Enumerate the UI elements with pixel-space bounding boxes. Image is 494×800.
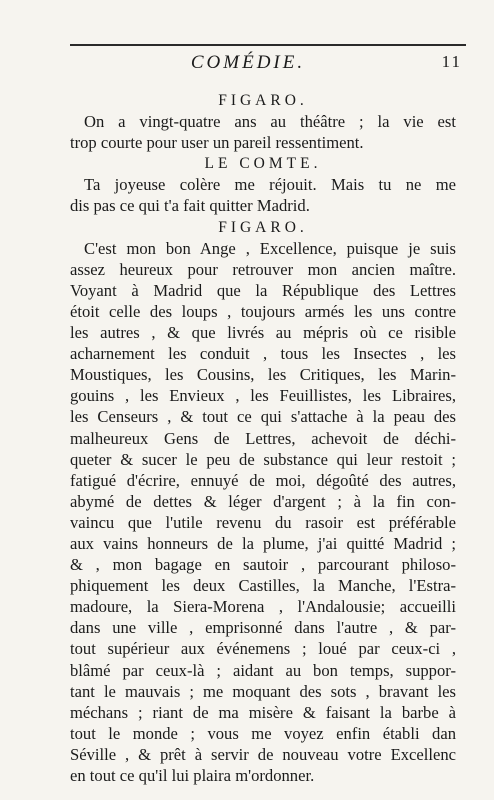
header-rule [70,44,466,46]
text-line: tout supérieur aux événemens ; loué par ceux-ci , [70,639,456,659]
text-line: dis pas ce qui t'a fait quitter Madrid. [70,196,310,216]
text-line: assez heureux pour retrouver mon ancien maître. [70,259,456,279]
page-number: 11 [441,52,462,71]
text-line: & , mon bagage en sautoir , parcourant philoso- [70,555,456,575]
text-line: Séville , & prêt à servir de nouveau votre Excellenc [70,744,456,764]
text-line: Ta joyeuse colère me réjouit. Mais tu ne me [84,175,456,195]
text-line: Voyant à Madrid que la République des Lettres [70,280,456,300]
text-line: dans une ville , emprisonné dans l'autre , & par- [70,618,456,638]
text-line: phiquement les deux Castilles, la Manche, l'Estra- [70,576,456,596]
text-line: abymé de dettes & léger d'argent ; à la fin con- [70,491,456,511]
text-line: trop courte pour user un pareil ressentiment. [70,133,364,153]
running-title: COMÉDIE. [190,52,306,73]
text-line: Moustiques, les Cousins, les Critiques, les Marin- [70,365,456,385]
text-line: aux vains honneurs de la plume, j'ai quitté Madrid ; [70,533,456,553]
text-line: C'est mon bon Ange , Excellence, puisque je suis [84,238,456,258]
text-line: tant le mauvais ; me moquant des sots , bravant les [70,681,456,701]
text-line: en tout ce qu'il lui plaira m'ordonner. [70,766,315,785]
text-line: On a vingt-quatre ans au théâtre ; la vie est [84,112,456,132]
text-line: les autres , & que livrés au mépris où ce risible [70,323,456,343]
speaker-name: FIGARO. [218,92,308,109]
text-line: blâmé par ceux-là ; aidant au bon temps, suppor- [70,660,456,680]
text-line: vaincu que l'utile revenu du rasoir est préférable [70,512,456,532]
text-line: madoure, la Siera-Morena , l'Andalousie; accueilli [70,597,456,617]
text-line: tout le monde ; vous me voyez enfin établi dan [70,723,456,743]
text-line: queter & sucer le peu de substance qui leur restoit ; [70,449,456,469]
text-line: méchans ; riant de ma misère & faisant la barbe à [70,702,456,722]
text-line: étoit celle des loups , toujours armés les uns contre [70,301,456,321]
text-line: acharnement les conduit , tous les Insectes , les [70,344,456,364]
text-line: fatigué d'écrire, ennuyé de moi, dégoûté des autres, [70,470,456,490]
text-body [70,90,456,786]
text-line: gouins , les Envieux , les Feuillistes, les Libraires, [70,386,456,406]
speaker-name: FIGARO. [218,218,308,236]
text-line: les Censeurs , & tout ce qui s'attache à la peau des [70,407,456,427]
text-line: malheureux Gens de Lettres, achevoit de déchi- [70,428,456,448]
speaker-name: LE COMTE. [204,155,322,173]
page-header [70,44,466,74]
